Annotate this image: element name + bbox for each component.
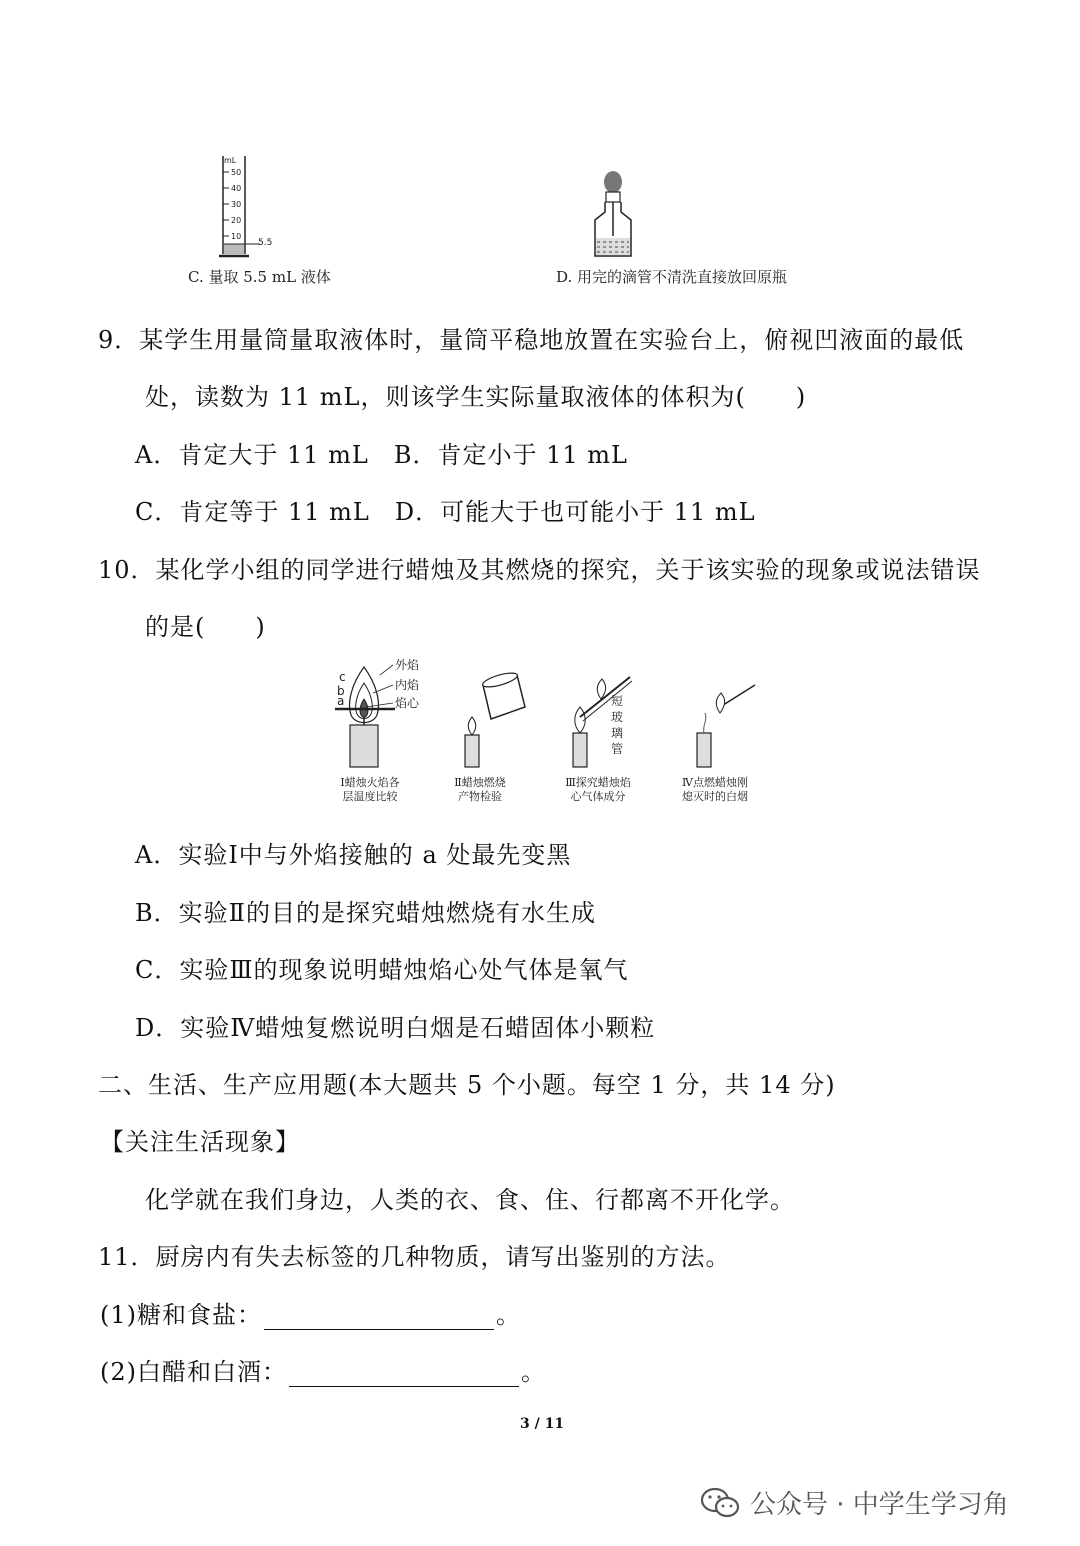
cylinder-unit: mL	[224, 156, 237, 165]
figure-c-caption: C. 量取 5.5 mL 液体	[188, 268, 331, 286]
flame-label-outer: 外焰	[395, 658, 420, 672]
q11-sub1-answer-blank[interactable]	[264, 1307, 494, 1330]
q11-sub1-end: 。	[496, 1301, 521, 1329]
tube-label-char: 玻	[611, 710, 624, 724]
q10-option-d: D．实验Ⅳ蜡烛复燃说明白烟是石蜡固体小颗粒	[135, 1014, 656, 1042]
q11-sub2-end: 。	[521, 1358, 546, 1386]
q9-options-cd: C．肯定等于 11 mL D．可能大于也可能小于 11 mL	[135, 498, 756, 526]
experiment-4-caption: Ⅳ点燃蜡烛刚 熄灭时的白烟	[682, 776, 748, 803]
experiment-4-figure	[697, 685, 755, 767]
point-label-a: a	[337, 694, 345, 708]
q9-stem-line2: 处，读数为 11 mL，则该学生实际量取液体的体积为( )	[145, 383, 807, 411]
graduated-cylinder-figure	[210, 150, 280, 262]
q11-sub2-label: (2)白醋和白酒：	[100, 1358, 287, 1386]
experiment-3-caption: Ⅲ探究蜡烛焰 心气体成分	[565, 776, 631, 803]
experiment-1-caption: Ⅰ蜡烛火焰各 层温度比较	[340, 776, 400, 803]
q9-stem-line1: 9．某学生用量筒量取液体时，量筒平稳地放置在实验台上，俯视凹液面的最低	[98, 326, 965, 354]
flame-label-inner: 焰心	[395, 696, 420, 710]
experiment-2-figure	[465, 670, 525, 767]
experiment-3-figure	[573, 677, 632, 767]
section2-subtitle: 【关注生活现象】	[100, 1128, 300, 1156]
cylinder-reading: 5.5	[258, 238, 273, 248]
section2-title: 二、生活、生产应用题(本大题共 5 个小题。每空 1 分，共 14 分)	[98, 1071, 836, 1099]
candle-experiments-figure	[325, 655, 765, 770]
q10-option-c: C．实验Ⅲ的现象说明蜡烛焰心处气体是氧气	[135, 956, 629, 984]
cylinder-tick: 50	[231, 168, 242, 177]
figure-d-caption: D. 用完的滴管不清洗直接放回原瓶	[556, 268, 788, 286]
point-label-b: b	[337, 684, 345, 698]
watermark	[700, 1484, 1009, 1521]
watermark-text: 公众号 · 中学生学习角	[750, 1490, 1009, 1520]
q10-option-b: B．实验Ⅱ的目的是探究蜡烛燃烧有水生成	[135, 899, 596, 927]
q11-sub1	[100, 1295, 521, 1330]
page-number: 3 / 11	[520, 1416, 565, 1432]
cylinder-tick: 40	[231, 184, 242, 193]
wechat-icon	[700, 1486, 740, 1520]
cylinder-tick: 30	[231, 200, 242, 209]
q9-options-ab: A．肯定大于 11 mL B．肯定小于 11 mL	[135, 441, 628, 469]
tube-label-char: 璃	[611, 726, 624, 740]
flame-label-middle: 内焰	[395, 678, 420, 692]
cylinder-tick: 10	[231, 232, 242, 241]
q11-sub1-label: (1)糖和食盐：	[100, 1301, 262, 1329]
q11-sub2	[100, 1352, 546, 1387]
tube-label-char: 管	[611, 742, 624, 756]
dropper-bottle-figure	[585, 168, 645, 260]
tube-label-char: 短	[611, 694, 624, 708]
q11-stem: 11．厨房内有失去标签的几种物质，请写出鉴别的方法。	[98, 1243, 731, 1271]
point-label-c: c	[339, 670, 346, 684]
q10-stem-line2: 的是( )	[145, 613, 266, 641]
experiment-2-caption: Ⅱ蜡烛燃烧 产物检验	[454, 776, 506, 803]
cylinder-tick: 20	[231, 216, 242, 225]
q10-stem-line1: 10．某化学小组的同学进行蜡烛及其燃烧的探究，关于该实验的现象或说法错误	[98, 556, 981, 584]
section2-intro: 化学就在我们身边，人类的衣、食、住、行都离不开化学。	[145, 1186, 795, 1214]
q11-sub2-answer-blank[interactable]	[289, 1364, 519, 1387]
q10-option-a: A．实验Ⅰ中与外焰接触的 a 处最先变黑	[135, 841, 572, 869]
